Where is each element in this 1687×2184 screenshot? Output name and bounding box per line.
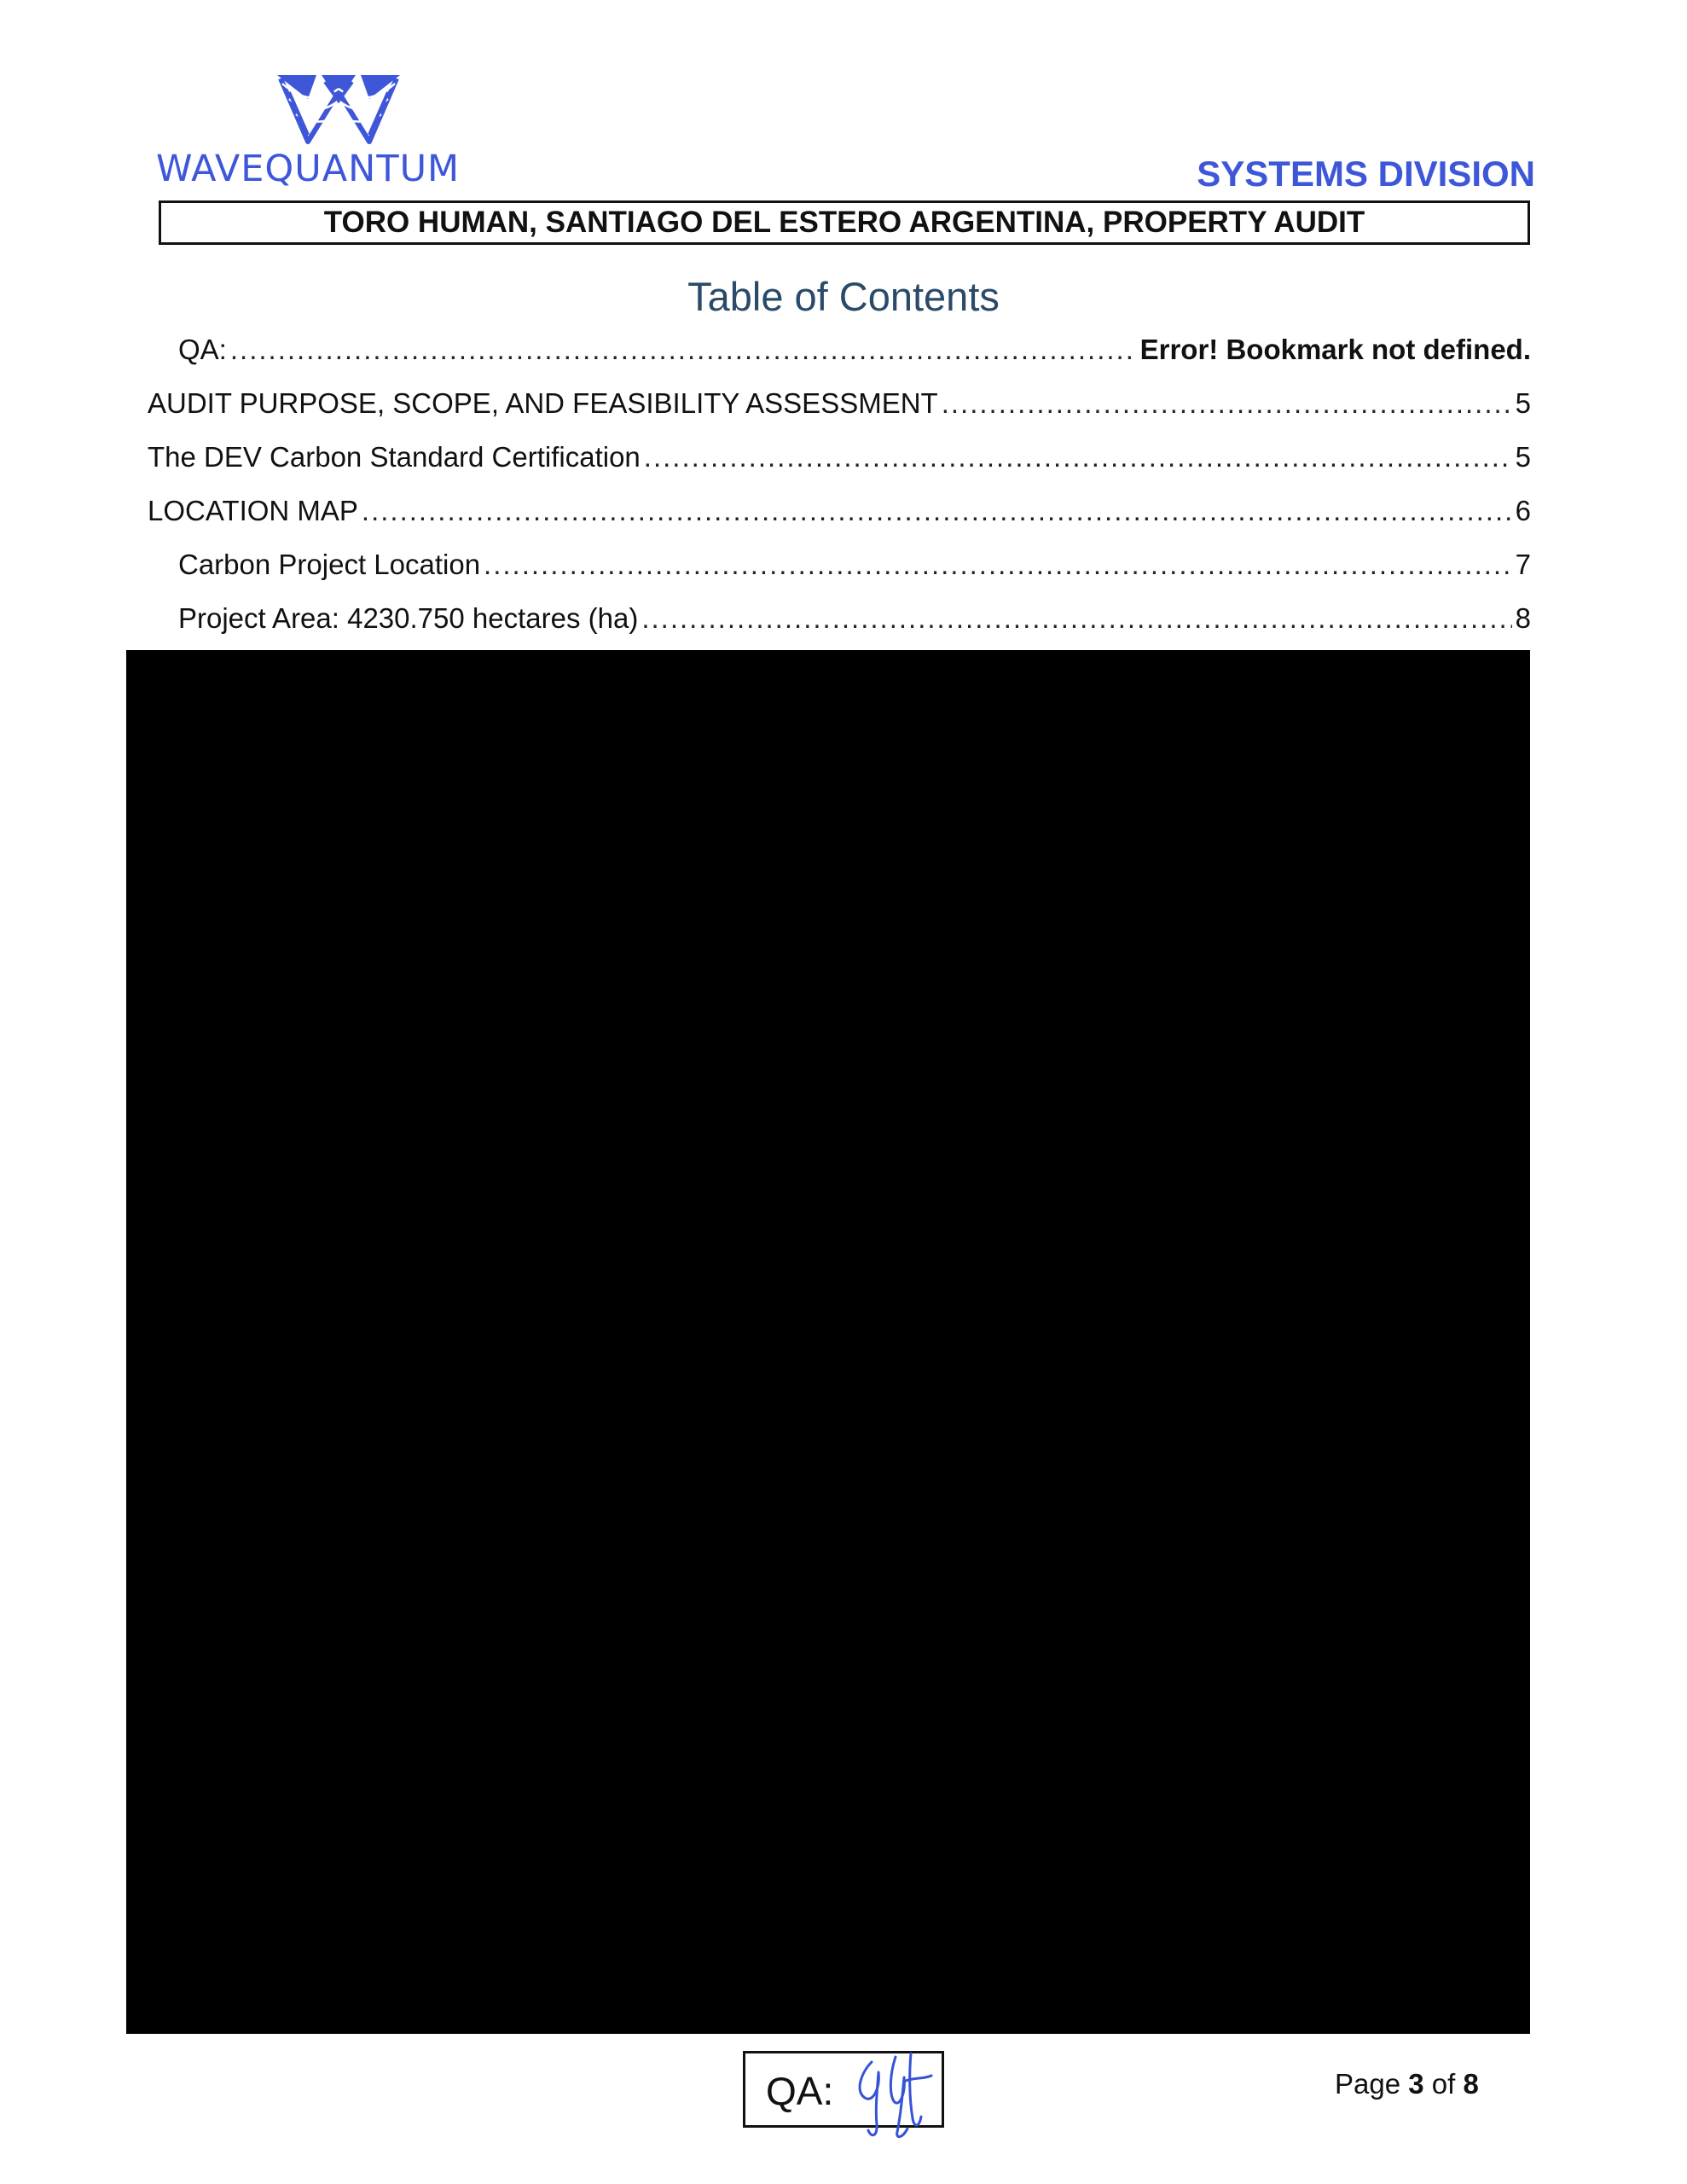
toc-entry-page: 8 — [1515, 602, 1531, 634]
page-prefix: Page — [1335, 2068, 1401, 2100]
toc-entry-page: 7 — [1515, 549, 1531, 580]
toc-entry-label: Carbon Project Location — [178, 549, 481, 580]
toc-dot-leader — [362, 484, 1512, 537]
toc-dot-leader — [942, 376, 1512, 430]
toc-dot-leader — [644, 430, 1512, 484]
qa-signature-box — [743, 2051, 944, 2128]
toc-entry-page: 5 — [1515, 441, 1531, 473]
toc-entry-label: AUDIT PURPOSE, SCOPE, AND FEASIBILITY ASSESSMENT — [148, 387, 938, 419]
division-label: SYSTEMS DIVISION — [1197, 154, 1535, 194]
report-title: TORO HUMAN, SANTIAGO DEL ESTERO ARGENTINA, PROPERTY AUDIT — [159, 200, 1530, 245]
toc-entry-location-map[interactable] — [148, 484, 1531, 537]
toc-entry-label: LOCATION MAP — [148, 495, 358, 526]
page-number — [1335, 2067, 1479, 2101]
toc-entry-page: 6 — [1515, 495, 1531, 526]
toc-entry-audit-purpose[interactable] — [148, 376, 1531, 430]
toc-dot-leader — [230, 322, 1137, 376]
toc-entry-dev-carbon-standard[interactable] — [148, 430, 1531, 484]
toc-entry-project-area[interactable] — [148, 591, 1531, 645]
wave-logo-icon — [277, 75, 400, 145]
toc-entry-label: Project Area: 4230.750 hectares (ha) — [178, 602, 639, 634]
page-of: of — [1431, 2068, 1456, 2100]
toc-dot-leader — [484, 537, 1512, 591]
company-logo — [156, 75, 523, 195]
toc-entry-page: 5 — [1515, 387, 1531, 419]
toc-entry-page: Error! Bookmark not defined. — [1139, 334, 1531, 365]
toc-heading: Table of Contents — [687, 274, 1000, 319]
logo-wordmark: WAVEQUANTUM — [156, 148, 461, 190]
page-current: 3 — [1408, 2068, 1424, 2100]
toc-entry-carbon-project-location[interactable] — [148, 537, 1531, 591]
redacted-block — [126, 650, 1530, 2034]
toc-entry-label: The DEV Carbon Standard Certification — [148, 441, 641, 473]
toc-entry-qa[interactable] — [148, 322, 1531, 376]
qa-label: QA: — [766, 2069, 834, 2113]
page-total: 8 — [1463, 2068, 1479, 2100]
handwritten-signature-icon — [846, 2047, 940, 2140]
toc-dot-leader — [641, 591, 1511, 645]
toc-entry-label: QA: — [178, 334, 227, 365]
table-of-contents — [148, 322, 1531, 645]
